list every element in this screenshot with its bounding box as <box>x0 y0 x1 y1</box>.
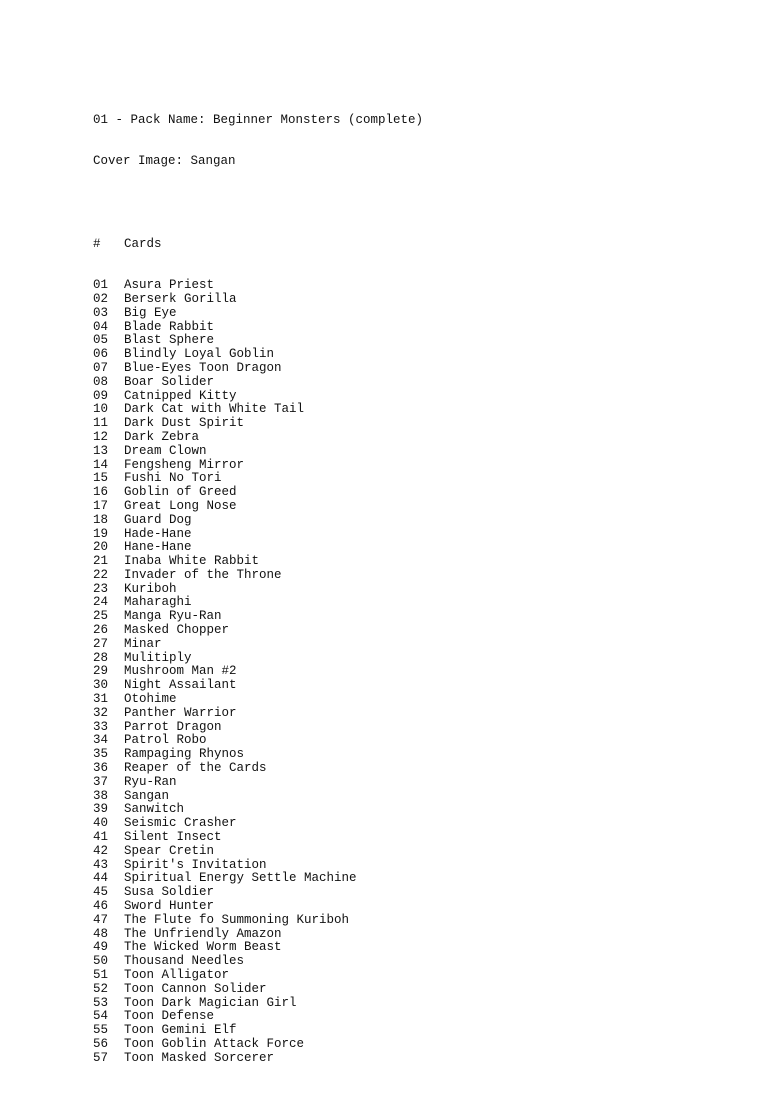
card-name: Dark Zebra <box>124 429 200 444</box>
card-number: 15 <box>93 471 109 486</box>
table-row <box>93 293 423 307</box>
card-number: 07 <box>93 360 109 375</box>
table-row <box>93 652 423 666</box>
card-name: Minar <box>124 636 162 651</box>
card-name: Otohime <box>124 692 177 707</box>
card-number: 14 <box>93 457 109 472</box>
card-number: 27 <box>93 636 109 651</box>
table-row <box>93 941 423 955</box>
table-header <box>93 238 423 252</box>
card-name: Seismic Crasher <box>124 816 237 831</box>
table-row <box>93 693 423 707</box>
card-number: 12 <box>93 429 109 444</box>
card-name: Blast Sphere <box>124 333 215 348</box>
table-row <box>93 445 423 459</box>
card-number: 06 <box>93 347 109 362</box>
table-row <box>93 431 423 445</box>
cover-image-line: Cover Image: Sangan <box>93 153 236 168</box>
table-row <box>93 1052 423 1066</box>
card-number: 25 <box>93 609 109 624</box>
card-number: 45 <box>93 885 109 900</box>
table-row <box>93 362 423 376</box>
card-number: 44 <box>93 871 109 886</box>
card-name: Inaba White Rabbit <box>124 554 260 569</box>
card-number: 33 <box>93 719 109 734</box>
table-row <box>93 638 423 652</box>
card-name: Masked Chopper <box>124 623 230 638</box>
card-name: Toon Gemini Elf <box>124 1023 237 1038</box>
card-name: Fushi No Tori <box>124 471 222 486</box>
card-name: Toon Dark Magician Girl <box>124 995 297 1010</box>
card-name: Hade-Hane <box>124 526 192 541</box>
table-row <box>93 790 423 804</box>
table-row <box>93 596 423 610</box>
card-number: 31 <box>93 692 109 707</box>
table-row <box>93 528 423 542</box>
card-name: Fengsheng Mirror <box>124 457 245 472</box>
card-name: Spirit's Invitation <box>124 857 267 872</box>
table-row <box>93 569 423 583</box>
card-number: 08 <box>93 374 109 389</box>
table-row <box>93 376 423 390</box>
table-row <box>93 734 423 748</box>
card-name: Patrol Robo <box>124 733 207 748</box>
table-row <box>93 721 423 735</box>
card-number: 11 <box>93 416 109 431</box>
card-number: 38 <box>93 788 109 803</box>
card-name: Manga Ryu-Ran <box>124 609 222 624</box>
card-name: Silent Insect <box>124 830 222 845</box>
card-number: 32 <box>93 705 109 720</box>
card-number: 26 <box>93 623 109 638</box>
card-number: 41 <box>93 830 109 845</box>
card-name: Toon Defense <box>124 1009 215 1024</box>
pack-name-line: 01 - Pack Name: Beginner Monsters (complete) <box>93 112 424 127</box>
table-row <box>93 776 423 790</box>
table-row <box>93 348 423 362</box>
card-name: Toon Alligator <box>124 968 230 982</box>
card-number: 55 <box>93 1023 109 1038</box>
card-number: 23 <box>93 581 109 596</box>
table-row <box>93 1010 423 1024</box>
card-name: Dark Dust Spirit <box>124 416 245 431</box>
card-number: 36 <box>93 761 109 776</box>
card-name: Dream Clown <box>124 443 207 458</box>
card-number: 01 <box>93 278 109 293</box>
table-row <box>93 707 423 721</box>
table-row <box>93 624 423 638</box>
table-row <box>93 955 423 969</box>
card-number: 53 <box>93 995 109 1010</box>
table-row <box>93 417 423 431</box>
table-row <box>93 321 423 335</box>
table-row <box>93 486 423 500</box>
column-header-cards: Cards <box>124 236 162 251</box>
card-list <box>93 279 423 1065</box>
card-number: 35 <box>93 747 109 762</box>
card-number: 17 <box>93 498 109 513</box>
card-number: 43 <box>93 857 109 872</box>
table-row <box>93 900 423 914</box>
card-name: Mulitiply <box>124 650 192 665</box>
table-row <box>93 514 423 528</box>
card-name: Great Long Nose <box>124 498 237 513</box>
card-number: 28 <box>93 650 109 665</box>
card-name: Ryu-Ran <box>124 774 177 789</box>
card-number: 19 <box>93 526 109 541</box>
card-number: 04 <box>93 319 109 334</box>
card-number: 42 <box>93 843 109 858</box>
card-name: Boar Solider <box>124 374 215 389</box>
card-name: Spiritual Energy Settle Machine <box>124 871 357 886</box>
card-name: Berserk Gorilla <box>124 291 237 306</box>
card-name: Parrot Dragon <box>124 719 222 734</box>
card-name: Blue-Eyes Toon Dragon <box>124 360 282 375</box>
table-row <box>93 831 423 845</box>
table-row <box>93 969 423 983</box>
card-name: The Flute fo Summoning Kuriboh <box>124 912 350 927</box>
card-number: 48 <box>93 926 109 941</box>
card-name: Catnipped Kitty <box>124 388 237 403</box>
card-number: 13 <box>93 443 109 458</box>
table-row <box>93 541 423 555</box>
card-name: Toon Goblin Attack Force <box>124 1036 305 1051</box>
table-row <box>93 914 423 928</box>
card-number: 22 <box>93 567 109 582</box>
card-number: 52 <box>93 981 109 996</box>
table-row <box>93 997 423 1011</box>
table-row <box>93 748 423 762</box>
card-number: 21 <box>93 554 109 569</box>
card-name: Hane-Hane <box>124 540 192 555</box>
card-name: Toon Masked Sorcerer <box>124 1050 275 1065</box>
card-number: 34 <box>93 733 109 748</box>
card-name: Invader of the Throne <box>124 567 282 582</box>
card-name: Panther Warrior <box>124 705 237 720</box>
card-name: Asura Priest <box>124 278 215 293</box>
card-name: Mushroom Man #2 <box>124 664 237 679</box>
card-name: Rampaging Rhynos <box>124 747 245 762</box>
card-name: Guard Dog <box>124 512 192 527</box>
card-number: 30 <box>93 678 109 693</box>
card-name: Reaper of the Cards <box>124 761 267 776</box>
card-number: 57 <box>93 1050 109 1065</box>
card-name: Goblin of Greed <box>124 485 237 500</box>
card-number: 39 <box>93 802 109 817</box>
card-name: The Unfriendly Amazon <box>124 926 282 941</box>
column-header-number: # <box>93 236 101 251</box>
table-row <box>93 665 423 679</box>
card-number: 02 <box>93 291 109 306</box>
card-name: Maharaghi <box>124 595 192 610</box>
table-row <box>93 928 423 942</box>
document-body <box>93 86 423 1093</box>
table-row <box>93 859 423 873</box>
card-name: Blindly Loyal Goblin <box>124 347 275 362</box>
card-name: Kuriboh <box>124 581 177 596</box>
table-row <box>93 334 423 348</box>
card-number: 54 <box>93 1009 109 1024</box>
card-name: The Wicked Worm Beast <box>124 940 282 955</box>
card-number: 10 <box>93 402 109 417</box>
card-number: 24 <box>93 595 109 610</box>
card-number: 05 <box>93 333 109 348</box>
table-row <box>93 472 423 486</box>
table-row <box>93 983 423 997</box>
table-row <box>93 403 423 417</box>
card-name: Blade Rabbit <box>124 319 215 334</box>
table-row <box>93 886 423 900</box>
table-row <box>93 307 423 321</box>
card-name: Sangan <box>124 788 170 803</box>
card-number: 16 <box>93 485 109 500</box>
table-row <box>93 817 423 831</box>
table-row <box>93 610 423 624</box>
card-name: Big Eye <box>124 305 177 320</box>
table-row <box>93 583 423 597</box>
table-row <box>93 762 423 776</box>
card-number: 03 <box>93 305 109 320</box>
card-name: Dark Cat with White Tail <box>124 402 305 417</box>
card-number: 37 <box>93 774 109 789</box>
card-number: 56 <box>93 1036 109 1051</box>
table-row <box>93 500 423 514</box>
card-name: Sword Hunter <box>124 899 215 914</box>
card-number: 09 <box>93 388 109 403</box>
table-row <box>93 555 423 569</box>
card-name: Sanwitch <box>124 802 185 817</box>
table-row <box>93 390 423 404</box>
card-number: 46 <box>93 899 109 914</box>
card-number: 18 <box>93 512 109 527</box>
card-name: Night Assailant <box>124 678 237 693</box>
card-name: Susa Soldier <box>124 885 215 900</box>
table-row <box>93 803 423 817</box>
table-row <box>93 872 423 886</box>
table-row <box>93 279 423 293</box>
table-row <box>93 679 423 693</box>
card-name: Spear Cretin <box>124 843 215 858</box>
card-number: 20 <box>93 540 109 555</box>
card-name: Thousand Needles <box>124 954 245 969</box>
card-number: 40 <box>93 816 109 831</box>
table-row <box>93 459 423 473</box>
card-number: 29 <box>93 664 109 679</box>
table-row <box>93 1038 423 1052</box>
card-number: 47 <box>93 912 109 927</box>
card-number: 51 <box>93 968 109 982</box>
card-number: 49 <box>93 940 109 955</box>
blank-line <box>93 196 423 210</box>
table-row <box>93 845 423 859</box>
card-number: 50 <box>93 954 109 969</box>
card-name: Toon Cannon Solider <box>124 981 267 996</box>
table-row <box>93 1024 423 1038</box>
